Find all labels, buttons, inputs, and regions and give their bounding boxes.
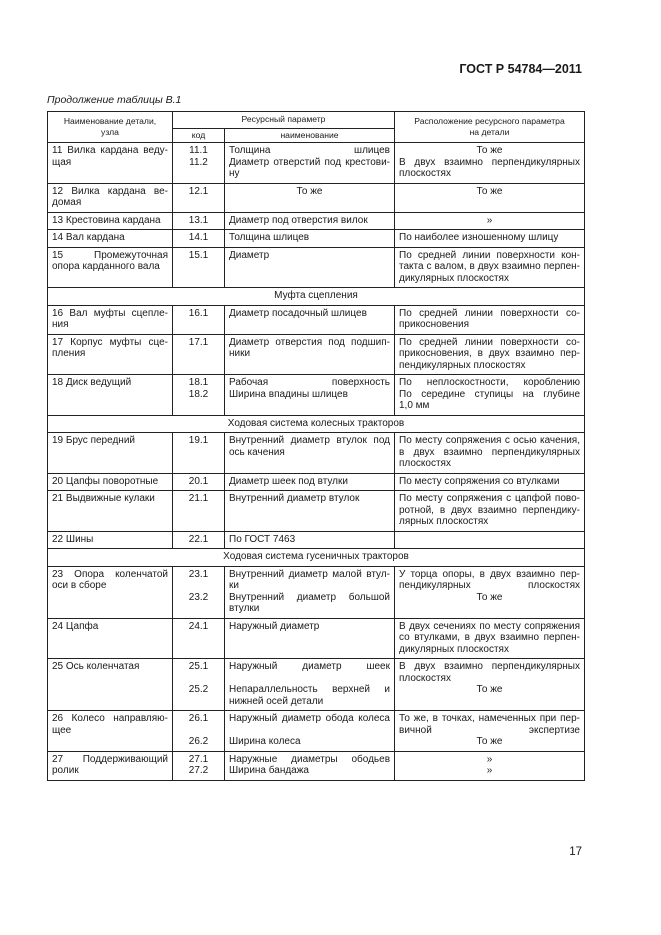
cell-location — [395, 531, 585, 549]
cell-location-line: В двух сечениях по месту сопряжения — [399, 620, 580, 632]
cell-code — [173, 143, 225, 184]
cell-part-line: 27 Поддерживающий — [52, 753, 168, 765]
cell-param-name-line: Наружный диаметр обода колеса — [229, 713, 390, 724]
cell-part-line: 17 Корпус муфты сце- — [52, 336, 168, 348]
cell-location-line: По средней линии поверхности кон- — [399, 249, 580, 261]
cell-part — [48, 566, 173, 618]
cell-code-line: 15.1 — [188, 249, 209, 261]
cell-code — [173, 711, 225, 752]
cell-part — [48, 305, 173, 334]
cell-part — [48, 531, 173, 549]
cell-part-line: 18 Диск ведущий — [52, 377, 132, 388]
cell-part-line: оси в сборе — [52, 580, 107, 591]
cell-code-line: 22.1 — [188, 533, 209, 545]
cell-part-line: 14 Вал кардана — [52, 232, 125, 243]
cell-param-name-line: То же — [296, 185, 323, 197]
table-row — [48, 751, 585, 780]
cell-code-line: 18.1 — [188, 377, 209, 388]
cell-location-line: плоскостях — [399, 168, 451, 179]
cell-location — [395, 230, 585, 248]
cell-param-name-line: Наружные диаметры ободьев — [229, 753, 390, 765]
cell-param-name-line: Диаметр отверстия под подшип- — [229, 336, 390, 348]
cell-location-line: То же — [476, 684, 503, 695]
cell-code — [173, 473, 225, 491]
cell-part-line: 24 Цапфа — [52, 620, 99, 632]
cell-param-name — [225, 711, 395, 752]
cell-param-name — [225, 143, 395, 184]
cell-code — [173, 247, 225, 288]
cell-part — [48, 473, 173, 491]
cell-code-line: 25.2 — [188, 684, 209, 695]
table-row — [48, 375, 585, 416]
cell-code-line: 17.1 — [188, 336, 209, 348]
cell-location-line — [399, 534, 580, 546]
cell-location-line: То же — [476, 185, 503, 197]
cell-part-line: 19 Брус передний — [52, 435, 135, 446]
cell-location-line: » — [486, 753, 493, 765]
cell-param-name-line — [229, 725, 390, 737]
cell-location — [395, 473, 585, 491]
cell-part — [48, 247, 173, 288]
table-row — [48, 473, 585, 491]
cell-code — [173, 566, 225, 618]
table-continuation-label: Продолжение таблицы В.1 — [47, 94, 182, 106]
cell-param-name-line: Диаметр шеек под втулки — [229, 475, 348, 487]
cell-code-line: 25.1 — [188, 661, 209, 672]
cell-code-line: 26.1 — [188, 713, 209, 724]
cell-param-name-line: Внутренний диаметр втулок под — [229, 435, 390, 446]
table-row — [48, 491, 585, 532]
cell-part-line: 23 Опора коленчатой — [52, 568, 168, 580]
cell-location-line: лярных плоскостях — [399, 516, 489, 527]
cell-code-line: 11.2 — [189, 156, 208, 168]
cell-location — [395, 491, 585, 532]
cell-param-name — [225, 212, 395, 230]
cell-location-line: По неплоскостности, короблению — [399, 377, 580, 388]
cell-part-line: 11 Вилка кардана веду- — [52, 145, 168, 156]
table-row — [48, 143, 585, 184]
cell-param-name-line: Ширина колеса — [229, 736, 301, 747]
cell-location-line: дикулярных плоскостях — [399, 272, 509, 284]
cell-part — [48, 143, 173, 184]
cell-param-name-line: Внутренний диаметр втулок — [229, 493, 360, 504]
cell-code — [173, 183, 225, 212]
table-row — [48, 183, 585, 212]
cell-part-line: 15 Промежуточная — [52, 249, 168, 261]
cell-location-line: По месту сопряжения со втулками — [399, 475, 560, 487]
section-row — [48, 288, 585, 306]
cell-param-name — [225, 473, 395, 491]
header-location: Расположение ресурсного параметра на детали — [395, 112, 585, 143]
section-title: Муфта сцепления — [48, 288, 585, 306]
cell-location-line: По средней линии поверхности со- — [399, 336, 580, 348]
cell-location — [395, 618, 585, 659]
cell-param-name — [225, 305, 395, 334]
cell-location — [395, 247, 585, 288]
cell-location-line: пендикулярных плоскостях — [399, 359, 526, 371]
cell-param-name — [225, 491, 395, 532]
cell-code-line: 13.1 — [188, 214, 209, 226]
cell-part-line: 13 Крестовина кардана — [52, 214, 161, 226]
cell-location — [395, 334, 585, 375]
cell-param-name — [225, 183, 395, 212]
header-resource-param: Ресурсный параметр — [173, 112, 395, 129]
cell-location-line: плоскостях — [399, 458, 451, 469]
cell-part — [48, 618, 173, 659]
cell-location-line: По месту сопряжения с цапфой пово- — [399, 493, 580, 504]
cell-part — [48, 334, 173, 375]
cell-param-name-line: ось качения — [229, 446, 285, 458]
cell-param-name-line: Ширина бандажа — [229, 765, 309, 776]
header-code: код — [173, 129, 225, 143]
cell-code-line: 18.2 — [188, 388, 209, 400]
cell-part-line: 20 Цапфы поворотные — [52, 475, 159, 487]
cell-part-line: домая — [52, 197, 82, 208]
cell-code-line: 27.2 — [188, 765, 209, 776]
table-row — [48, 531, 585, 549]
table-row — [48, 247, 585, 288]
header-part-name: Наименование детали, узла — [48, 112, 173, 143]
cell-part — [48, 659, 173, 711]
cell-param-name-line: Рабочая поверхность — [229, 377, 390, 388]
cell-param-name-line: Толщина шлицев — [229, 232, 310, 243]
cell-param-name — [225, 618, 395, 659]
table-row — [48, 433, 585, 474]
cell-code-line: 27.1 — [188, 753, 209, 765]
cell-location-line: ротной, в двух взаимно перпендику- — [399, 504, 580, 516]
cell-param-name-line: нижней осей детали — [229, 695, 324, 707]
table-row — [48, 618, 585, 659]
cell-part-line: 12 Вилка кардана ве- — [52, 185, 168, 197]
cell-location — [395, 305, 585, 334]
cell-param-name — [225, 531, 395, 549]
cell-part-line: 26 Колесо направляю- — [52, 713, 168, 724]
page-number: 17 — [569, 846, 582, 858]
cell-code — [173, 751, 225, 780]
cell-param-name-line: втулки — [229, 603, 260, 614]
cell-code — [173, 491, 225, 532]
cell-location — [395, 711, 585, 752]
cell-part-line: ния — [52, 319, 69, 330]
cell-param-name-line: По ГОСТ 7463 — [229, 533, 296, 545]
cell-location-line: вичной экспертизе — [399, 724, 580, 736]
cell-param-name — [225, 433, 395, 474]
cell-param-name-line: ну — [229, 168, 240, 179]
cell-location — [395, 751, 585, 780]
table-row — [48, 334, 585, 375]
cell-code-line: 23.1 — [188, 568, 209, 580]
cell-code-line: 26.2 — [188, 736, 209, 747]
cell-location-line: прикосновения — [399, 319, 469, 330]
cell-part-line: пления — [52, 348, 86, 359]
cell-param-name-line: Диаметр под отверстия вилок — [229, 214, 368, 226]
cell-code-line: 16.1 — [188, 307, 209, 319]
cell-part — [48, 230, 173, 248]
header-name: наименование — [225, 129, 395, 143]
cell-param-name-line: Ширина впадины шлицев — [229, 388, 348, 400]
cell-location-line: В двух взаимно перпендикулярных — [399, 156, 580, 168]
cell-location-line: То же — [476, 145, 503, 156]
cell-param-name — [225, 751, 395, 780]
cell-code-line — [177, 673, 220, 685]
cell-location — [395, 375, 585, 416]
cell-location-line: дикулярных плоскостях — [399, 643, 509, 655]
cell-location-line: такта с валом, в двух взаимно перпен- — [399, 261, 580, 272]
cell-code-line: 21.1 — [188, 493, 209, 504]
cell-location-line: В двух взаимно перпендикулярных — [399, 661, 580, 672]
table-header — [48, 112, 585, 143]
cell-location-line: в двух взаимно перпендикулярных — [399, 446, 580, 458]
cell-location — [395, 659, 585, 711]
table-row — [48, 230, 585, 248]
cell-code — [173, 334, 225, 375]
cell-param-name — [225, 230, 395, 248]
cell-code-line — [177, 580, 220, 592]
cell-part — [48, 711, 173, 752]
cell-location — [395, 143, 585, 184]
cell-param-name-line: ники — [229, 348, 251, 359]
cell-code — [173, 305, 225, 334]
cell-code-line: 11.1 — [189, 145, 208, 156]
section-title: Ходовая система гусеничных тракторов — [48, 549, 585, 567]
cell-location-line: По середине ступицы на глубине — [399, 388, 580, 400]
cell-part-line: ролик — [52, 765, 79, 776]
table-row — [48, 711, 585, 752]
cell-location-line: со втулками, в двух взаимно перпен- — [399, 632, 580, 643]
cell-location-line: прикосновения, в двух взаимно пер- — [399, 348, 580, 359]
cell-param-name — [225, 334, 395, 375]
cell-location-line: » — [486, 765, 493, 776]
cell-location-line: У торца опоры, в двух взаимно пер- — [399, 568, 580, 580]
cell-code-line: 12.1 — [188, 185, 209, 197]
section-row — [48, 549, 585, 567]
cell-code-line: 19.1 — [188, 435, 209, 446]
cell-location — [395, 433, 585, 474]
cell-code-line: 23.2 — [188, 591, 209, 603]
cell-param-name — [225, 566, 395, 618]
cell-param-name-line: Внутренний диаметр малой втул- — [229, 568, 390, 580]
cell-param-name-line: Диаметр — [229, 249, 270, 261]
cell-code — [173, 618, 225, 659]
cell-code — [173, 433, 225, 474]
section-title: Ходовая система колесных тракторов — [48, 415, 585, 433]
cell-part-line: 16 Вал муфты сцепле- — [52, 307, 168, 319]
cell-code — [173, 659, 225, 711]
cell-code-line: 24.1 — [188, 620, 209, 632]
cell-code — [173, 375, 225, 416]
section-row — [48, 415, 585, 433]
cell-part — [48, 751, 173, 780]
table-row — [48, 305, 585, 334]
table-body — [48, 143, 585, 781]
cell-location-line: По месту сопряжения с осью качения, — [399, 435, 580, 446]
table-row — [48, 566, 585, 618]
cell-part-line: 21 Выдвижные кулаки — [52, 493, 155, 504]
cell-param-name-line — [229, 673, 390, 685]
document-code: ГОСТ Р 54784—2011 — [459, 62, 582, 76]
cell-location-line: 1,0 мм — [399, 400, 430, 411]
cell-param-name-line: Толщина шлицев — [229, 145, 390, 156]
cell-part-line: щая — [52, 156, 72, 168]
cell-param-name-line: Диаметр отверстий под крестови- — [229, 156, 390, 168]
cell-param-name-line: ки — [229, 580, 239, 591]
cell-part — [48, 212, 173, 230]
cell-param-name-line: Непараллельность верхней и — [229, 684, 390, 695]
cell-location — [395, 183, 585, 212]
resource-parameters-table — [47, 111, 585, 781]
cell-location-line: По наиболее изношенному шлицу — [399, 232, 559, 243]
cell-part-line: опора карданного вала — [52, 261, 160, 272]
cell-part — [48, 375, 173, 416]
cell-param-name — [225, 375, 395, 416]
cell-code-line: 20.1 — [188, 475, 209, 487]
cell-param-name-line: Внутренний диаметр большой — [229, 591, 390, 603]
cell-location — [395, 566, 585, 618]
cell-location — [395, 212, 585, 230]
cell-location-line: По средней линии поверхности со- — [399, 307, 580, 319]
cell-code — [173, 230, 225, 248]
cell-param-name — [225, 659, 395, 711]
cell-code — [173, 212, 225, 230]
cell-code-line: 14.1 — [188, 232, 209, 243]
table-row — [48, 212, 585, 230]
cell-param-name-line: Диаметр посадочный шлицев — [229, 307, 367, 319]
cell-part — [48, 183, 173, 212]
cell-part-line: 25 Ось коленчатая — [52, 661, 140, 672]
cell-param-name-line: Наружный диаметр шеек — [229, 661, 390, 672]
cell-param-name-line: Наружный диаметр — [229, 620, 320, 632]
cell-part-line: щее — [52, 724, 72, 736]
cell-code-line — [177, 725, 220, 737]
cell-location-line: пендикулярных плоскостях — [399, 580, 580, 591]
cell-location-line: То же, в точках, намеченных при пер- — [399, 713, 580, 724]
table-row — [48, 659, 585, 711]
cell-param-name — [225, 247, 395, 288]
cell-part-line: 22 Шины — [52, 533, 94, 545]
cell-location-line: » — [486, 214, 493, 226]
cell-part — [48, 433, 173, 474]
cell-code — [173, 531, 225, 549]
cell-location-line: То же — [476, 591, 503, 603]
cell-location-line: плоскостях — [399, 672, 451, 684]
cell-part — [48, 491, 173, 532]
cell-location-line: То же — [476, 736, 503, 747]
